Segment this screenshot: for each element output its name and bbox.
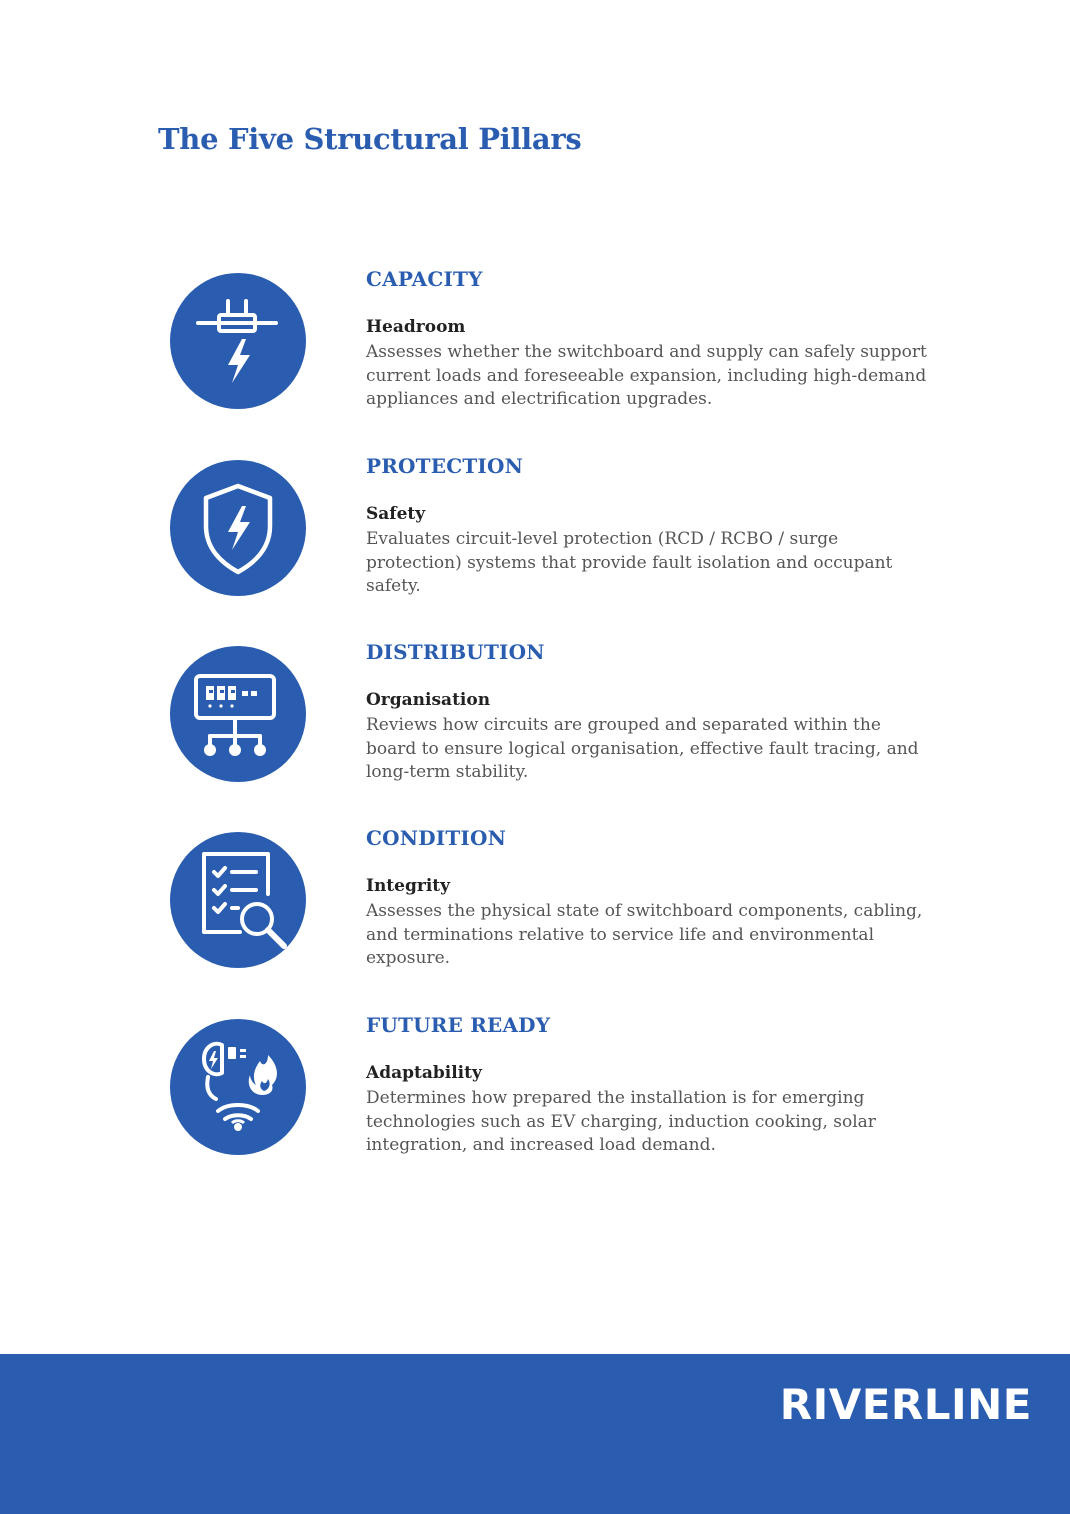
shield-bolt-icon — [170, 460, 306, 596]
pillar-protection — [0, 454, 1070, 630]
footer-band — [0, 1354, 1070, 1514]
pillar-subheading: Integrity — [366, 876, 451, 896]
pillar-subheading: Headroom — [366, 317, 466, 337]
pillar-distribution — [0, 640, 1070, 816]
pillar-capacity — [0, 267, 1070, 443]
pillar-description: Assesses the physical state of switchboard components, cabling, and terminations relative to service life and environmental exposure. — [366, 901, 923, 968]
pillar-heading: DISTRIBUTION — [366, 640, 545, 664]
pillar-future-ready — [0, 1013, 1070, 1189]
pillar-heading: CONDITION — [366, 826, 507, 850]
pillar-description: Determines how prepared the installation is for emerging technologies such as EV charging, induction cooking, solar integration, and increased load demand. — [366, 1088, 876, 1155]
pillar-description: Evaluates circuit-level protection (RCD / RCBO / surge protection) systems that provide fault isolation and occupant safety. — [366, 529, 893, 596]
pillar-subheading: Organisation — [366, 690, 491, 710]
ev-wifi-flame-icon — [170, 1019, 306, 1155]
pillar-description: Assesses whether the switchboard and supply can safely support current loads and foreseeable expansion, including high-demand appliances and electrification upgrades. — [366, 342, 927, 409]
pillar-subheading: Safety — [366, 504, 426, 524]
pillar-heading: FUTURE READY — [366, 1013, 551, 1037]
pillar-description: Reviews how circuits are grouped and separated within the board to ensure logical organisation, effective fault tracing, and long-term stability. — [366, 715, 919, 782]
pillar-heading: PROTECTION — [366, 454, 524, 478]
company-logo: RIVERLINE — [779, 1380, 1032, 1429]
pillar-subheading: Adaptability — [366, 1063, 482, 1083]
checklist-magnifier-icon — [170, 832, 306, 968]
pillar-heading: CAPACITY — [366, 267, 483, 291]
pillar-condition — [0, 826, 1070, 1002]
switchboard-network-icon — [170, 646, 306, 782]
plug-bolt-icon — [170, 273, 306, 409]
page-title: The Five Structural Pillars — [158, 122, 582, 156]
